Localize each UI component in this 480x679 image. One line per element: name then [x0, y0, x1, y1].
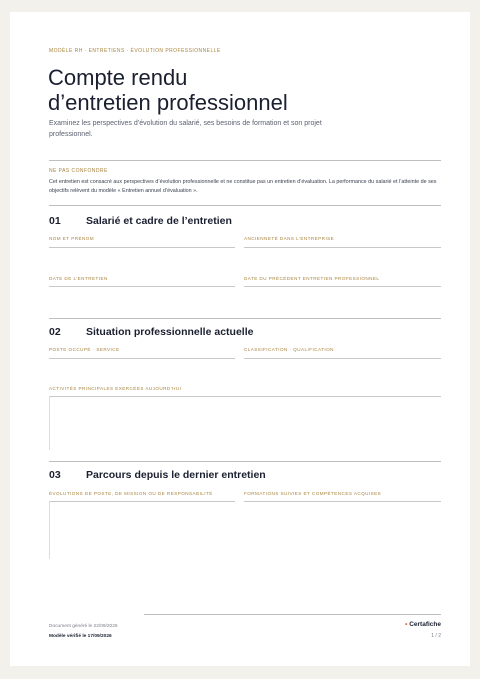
- title-line-2: d’entretien professionnel: [48, 90, 288, 115]
- section-02-header: [49, 326, 441, 340]
- section-number: 02: [49, 326, 61, 338]
- brand-logo: [405, 621, 441, 628]
- position-field[interactable]: [49, 347, 235, 360]
- page-subtitle: Examinez les perspectives d’évolution du salarié, ses besoins de formation et son projet professionnel.: [49, 120, 322, 138]
- field-underline: [244, 286, 441, 287]
- name-field[interactable]: [49, 236, 235, 249]
- field-label: POSTE OCCUPÉ · SERVICE: [49, 347, 120, 352]
- divider: [49, 318, 441, 319]
- divider: [49, 160, 441, 161]
- field-label: FORMATIONS SUIVIES ET COMPÉTENCES ACQUISES: [244, 491, 382, 496]
- field-label: NOM ET PRÉNOM: [49, 236, 95, 241]
- section-title: Parcours depuis le dernier entretien: [86, 469, 266, 481]
- seniority-field[interactable]: [244, 236, 441, 249]
- field-underline: [244, 358, 441, 359]
- footer-verified-date: Modèle vérifié le 17/09/2026: [49, 634, 112, 639]
- field-label: ACTIVITÉS PRINCIPALES EXERCÉES AUJOURD’HUI: [49, 386, 182, 391]
- brand-name: Certafiche: [409, 621, 441, 628]
- previous-interview-date-field[interactable]: [244, 276, 441, 289]
- breadcrumb-kicker: MODÈLE RH · ENTRETIENS · ÉVOLUTION PROFESSIONNELLE: [49, 48, 221, 54]
- page-number: 1 / 2: [431, 633, 441, 639]
- divider: [49, 461, 441, 462]
- field-underline: [49, 247, 235, 248]
- field-underline: [49, 286, 235, 287]
- field-label: DATE DE L’ENTRETIEN: [49, 276, 108, 281]
- field-label: CLASSIFICATION · QUALIFICATION: [244, 347, 334, 352]
- section-01-header: [49, 215, 441, 229]
- notice-label: NE PAS CONFONDRE: [49, 168, 108, 174]
- field-label: ÉVOLUTIONS DE POSTE, DE MISSION OU DE RESPONSABILITÉ: [49, 491, 213, 496]
- field-underline: [49, 501, 235, 502]
- section-number: 03: [49, 469, 61, 481]
- field-label: DATE DU PRÉCÉDENT ENTRETIEN PROFESSIONNEL: [244, 276, 380, 281]
- page-title: [48, 65, 378, 115]
- classification-field[interactable]: [244, 347, 441, 360]
- field-label: ANCIENNETÉ DANS L’ENTREPRISE: [244, 236, 335, 241]
- footer-generated-date: Document généré le 22/09/2026: [49, 624, 118, 629]
- footer-divider: [144, 614, 441, 615]
- main-activities-field[interactable]: [49, 386, 441, 450]
- field-underline: [244, 501, 441, 502]
- notice-text: Cet entretien est consacré aux perspectives d’évolution professionnelle et ne constitue pas un entretien d’évaluation. La performance du salarié et l’atteinte de ses objectifs relèvent du modèle « Entretien annuel d’évaluation ».: [49, 179, 437, 194]
- trainings-field[interactable]: [244, 491, 441, 559]
- interview-date-field[interactable]: [49, 276, 235, 289]
- field-left-border: [49, 501, 50, 559]
- section-title: Salarié et cadre de l’entretien: [86, 215, 232, 227]
- title-line-1: Compte rendu: [48, 65, 188, 90]
- field-underline: [244, 247, 441, 248]
- section-03-header: [49, 469, 441, 483]
- brand-dot-icon: •: [405, 621, 408, 628]
- divider: [49, 205, 441, 206]
- section-title: Situation professionnelle actuelle: [86, 326, 254, 338]
- field-underline: [49, 358, 235, 359]
- career-changes-field[interactable]: [49, 491, 235, 559]
- section-number: 01: [49, 215, 61, 227]
- field-underline: [49, 396, 441, 397]
- field-left-border: [49, 396, 50, 450]
- document-page: [10, 12, 470, 666]
